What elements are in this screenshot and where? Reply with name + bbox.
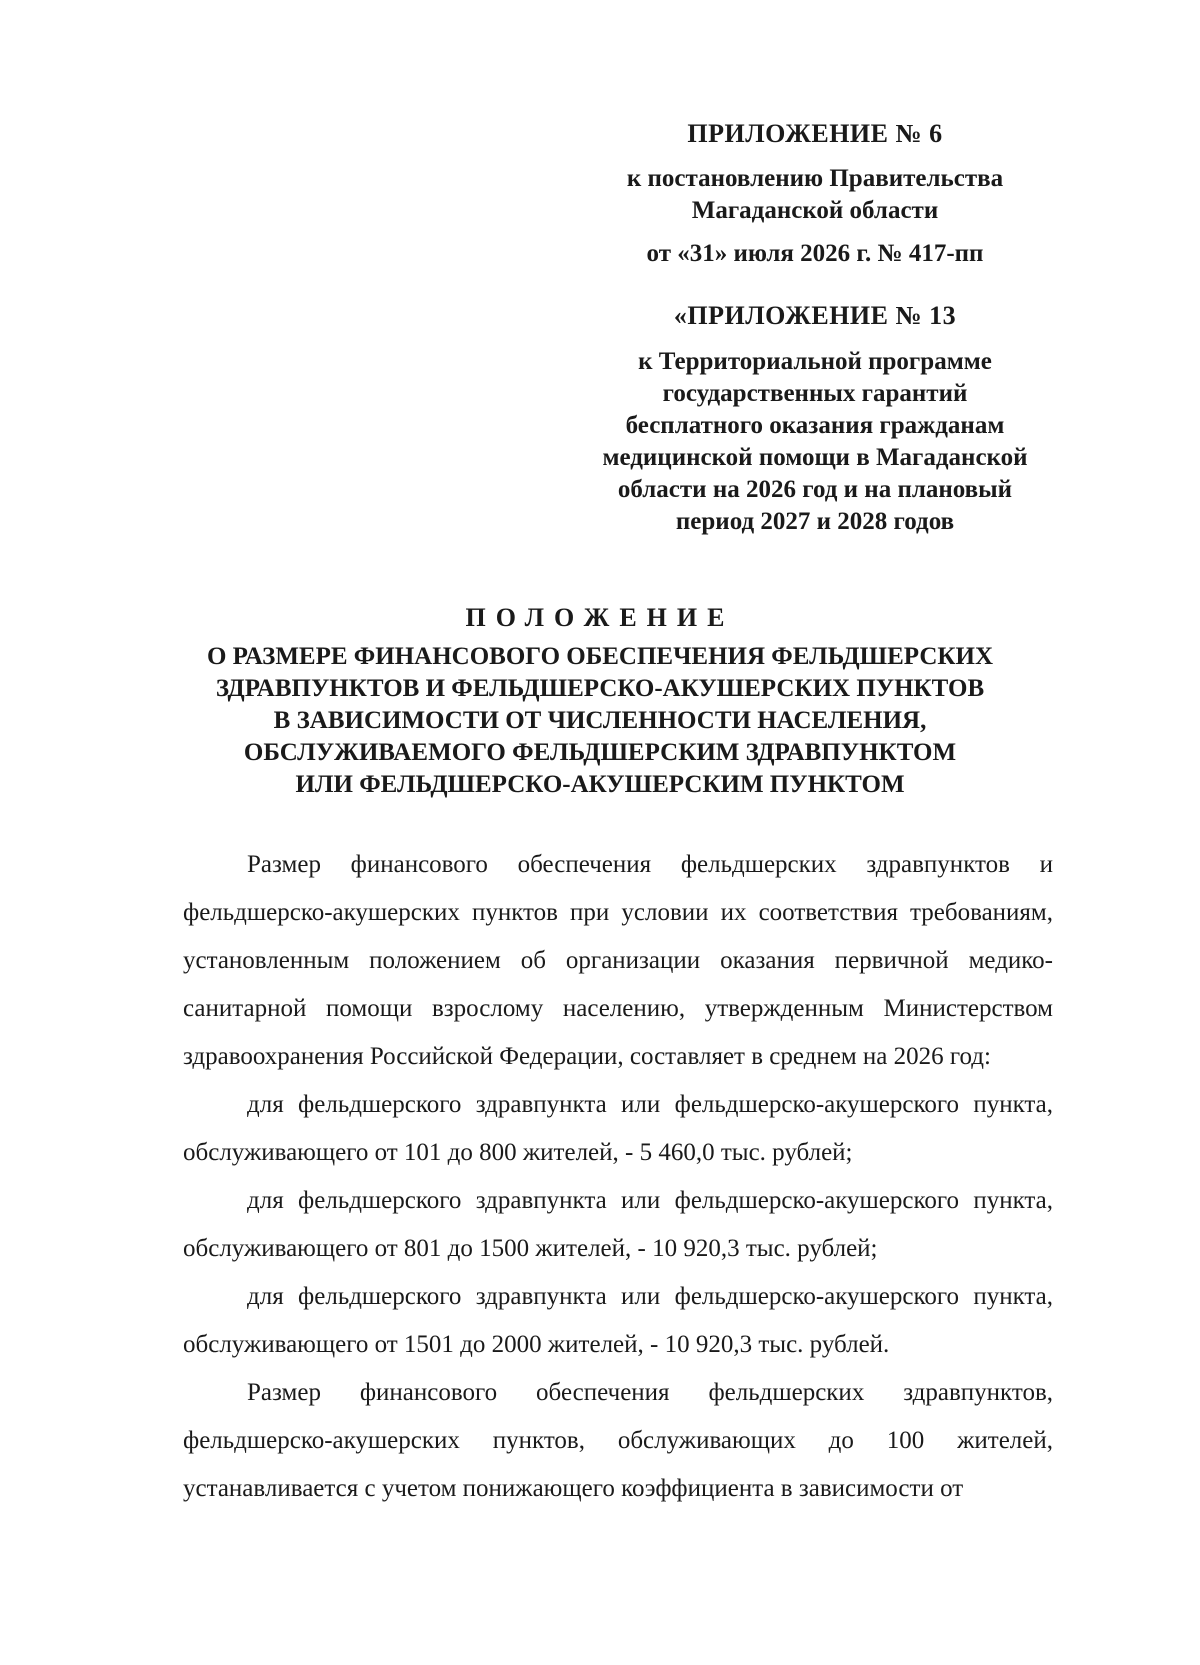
appendix-13-ref-line: к Территориальной программе — [638, 348, 992, 375]
body-paragraph: для фельдшерского здравпункта или фельдшерско-акушерского пункта, обслуживающего от 801 до 1500 жителей, - 10 920,3 тыс. рублей; — [183, 1187, 1053, 1262]
appendix-13-title: «ПРИЛОЖЕНИЕ № 13 — [673, 301, 957, 330]
appendix-13-reference — [580, 346, 1050, 538]
document-body — [183, 841, 1053, 1513]
subtitle-line: ЗДРАВПУНКТОВ И ФЕЛЬДШЕРСКО-АКУШЕРСКИХ ПУНКТОВ — [215, 675, 985, 702]
appendix-13-ref-line: государственных гарантий — [662, 380, 968, 407]
appendix-6-reference — [580, 163, 1050, 227]
document-title: ПОЛОЖЕНИЕ — [465, 603, 735, 632]
body-paragraph: для фельдшерского здравпункта или фельдшерско-акушерского пункта, обслуживающего от 1501 до 2000 жителей, - 10 920,3 тыс. рублей. — [183, 1283, 1053, 1358]
appendix-6-title: ПРИЛОЖЕНИЕ № 6 — [687, 119, 943, 148]
body-paragraph: для фельдшерского здравпункта или фельдшерско-акушерского пункта, обслуживающего от 101 до 800 жителей, - 5 460,0 тыс. рублей; — [183, 1091, 1053, 1166]
appendix-13-ref-line: бесплатного оказания гражданам — [625, 412, 1005, 439]
appendix-13-ref-line: медицинской помощи в Магаданской — [602, 444, 1028, 471]
subtitle-line: О РАЗМЕРЕ ФИНАНСОВОГО ОБЕСПЕЧЕНИЯ ФЕЛЬДШЕРСКИХ — [206, 643, 994, 670]
appendix-13-ref-line: период 2027 и 2028 годов — [675, 508, 955, 535]
document-subtitle — [150, 641, 1050, 801]
appendix-6-ref-line: к постановлению Правительства — [626, 165, 1004, 192]
appendix-13-ref-line: области на 2026 год и на плановый — [617, 476, 1013, 503]
body-paragraph: Размер финансового обеспечения фельдшерских здравпунктов, фельдшерско-акушерских пунктов, обслуживающих до 100 жителей, устанавливается с учетом понижающего коэффициента в зависимости от — [183, 1379, 1053, 1502]
subtitle-line: В ЗАВИСИМОСТИ ОТ ЧИСЛЕННОСТИ НАСЕЛЕНИЯ, — [273, 707, 927, 734]
subtitle-line: ИЛИ ФЕЛЬДШЕРСКО-АКУШЕРСКИМ ПУНКТОМ — [295, 771, 905, 798]
body-paragraph: Размер финансового обеспечения фельдшерских здравпунктов и фельдшерско-акушерских пунктов при условии их соответствия требованиям, установленным положением об организации оказания первичной медико-санитарной помощи взрослому населению, утвержденным Министерством здравоохранения Российской Федерации, составляет в среднем на 2026 год: — [183, 851, 1053, 1070]
subtitle-line: ОБСЛУЖИВАЕМОГО ФЕЛЬДШЕРСКИМ ЗДРАВПУНКТОМ — [243, 739, 957, 766]
appendix-6-date-line: от «31» июля 2026 г. № 417-пп — [646, 240, 984, 267]
appendix-6-ref-line: Магаданской области — [691, 197, 939, 224]
